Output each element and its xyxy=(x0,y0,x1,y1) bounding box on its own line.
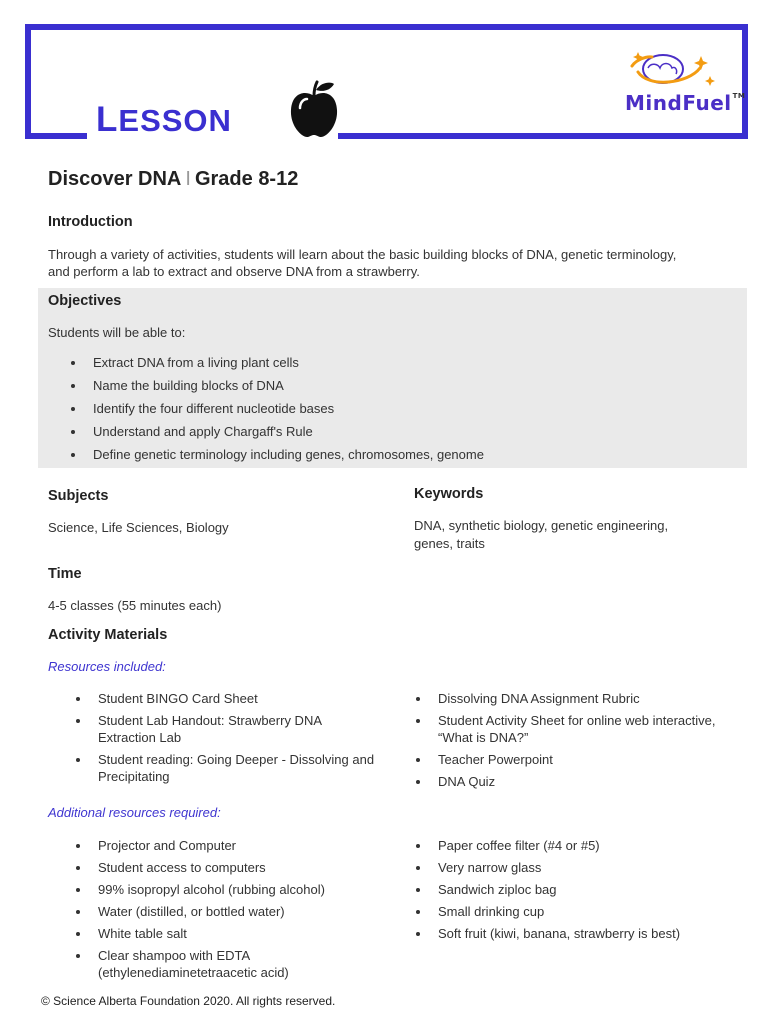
time-heading: Time xyxy=(48,566,82,582)
list-item xyxy=(438,751,716,768)
list-item xyxy=(438,773,716,790)
list-item-text: Soft fruit (kiwi, banana, strawberry is best) xyxy=(438,926,681,941)
lesson-heading: LESSON xyxy=(96,100,232,139)
list-item xyxy=(93,400,484,417)
keywords-heading: Keywords xyxy=(414,486,484,502)
list-item-text: Understand and apply Chargaff's Rule xyxy=(93,424,313,439)
list-item-text: Student Activity Sheet for online web interactive, xyxy=(438,713,716,728)
bullet-icon xyxy=(71,361,75,365)
keywords-text-line-2: genes, traits xyxy=(414,536,485,551)
list-item-text: Water (distilled, or bottled water) xyxy=(98,904,285,919)
list-item-text: White table salt xyxy=(98,926,187,941)
bullet-icon xyxy=(416,758,420,762)
header-frame-rule-right xyxy=(338,133,748,139)
bullet-icon xyxy=(416,932,420,936)
activity-materials-heading: Activity Materials xyxy=(48,627,168,643)
bullet-icon xyxy=(416,910,420,914)
resources-included-list-left xyxy=(98,690,374,790)
list-item-text: Define genetic terminology including genes, chromosomes, genome xyxy=(93,447,484,462)
bullet-icon xyxy=(76,844,80,848)
apple-icon xyxy=(288,78,340,140)
bullet-icon xyxy=(76,932,80,936)
bullet-icon xyxy=(416,697,420,701)
list-item xyxy=(98,903,325,920)
subjects-heading: Subjects xyxy=(48,488,109,504)
list-item-text: Sandwich ziploc bag xyxy=(438,882,557,897)
objectives-intro: Students will be able to: xyxy=(48,325,186,340)
page-title: Discover DNA I Grade 8-12 xyxy=(48,168,299,190)
bullet-icon xyxy=(71,453,75,457)
bullet-icon xyxy=(416,780,420,784)
list-item xyxy=(98,690,374,707)
list-item xyxy=(438,881,680,898)
list-item xyxy=(98,712,374,746)
resources-included-label: Resources included: xyxy=(48,659,166,674)
list-item xyxy=(98,837,325,854)
header-frame-rule-left xyxy=(25,133,87,139)
list-item xyxy=(438,837,680,854)
time-text: 4-5 classes (55 minutes each) xyxy=(48,598,222,613)
list-item xyxy=(93,446,484,463)
bullet-icon xyxy=(71,430,75,434)
list-item xyxy=(98,751,374,785)
list-item-text: Student BINGO Card Sheet xyxy=(98,691,258,706)
additional-resources-label: Additional resources required: xyxy=(48,805,221,820)
additional-resources-list-left xyxy=(98,837,325,986)
resources-included-list-right xyxy=(438,690,716,795)
list-item-text: Small drinking cup xyxy=(438,904,545,919)
bullet-icon xyxy=(76,888,80,892)
bullet-icon xyxy=(71,384,75,388)
bullet-icon xyxy=(76,758,80,762)
list-item-text: Student reading: Going Deeper - Dissolving and xyxy=(98,752,375,767)
list-item-text: “What is DNA?” xyxy=(438,730,529,745)
list-item xyxy=(438,925,680,942)
list-item-text: (ethylenediaminetetraacetic acid) xyxy=(98,965,289,980)
list-item-text: Extraction Lab xyxy=(98,730,182,745)
list-item xyxy=(93,423,484,440)
list-item-text: Paper coffee filter (#4 or #5) xyxy=(438,838,600,853)
list-item xyxy=(98,947,325,981)
objectives-heading: Objectives xyxy=(48,293,122,309)
bullet-icon xyxy=(76,719,80,723)
introduction-heading: Introduction xyxy=(48,214,133,230)
list-item-text: Dissolving DNA Assignment Rubric xyxy=(438,691,640,706)
bullet-icon xyxy=(71,407,75,411)
subjects-text: Science, Life Sciences, Biology xyxy=(48,520,229,535)
list-item-text: DNA Quiz xyxy=(438,774,496,789)
list-item-text: Name the building blocks of DNA xyxy=(93,378,284,393)
bullet-icon xyxy=(76,954,80,958)
list-item-text: Precipitating xyxy=(98,769,170,784)
bullet-icon xyxy=(76,866,80,870)
list-item-text: Projector and Computer xyxy=(98,838,237,853)
list-item xyxy=(98,859,325,876)
copyright-footer: © Science Alberta Foundation 2020. All rights reserved. xyxy=(41,994,336,1008)
list-item xyxy=(438,712,716,746)
additional-resources-list-right xyxy=(438,837,680,947)
objectives-list xyxy=(93,354,484,469)
list-item-text: Clear shampoo with EDTA xyxy=(98,948,251,963)
bullet-icon xyxy=(416,719,420,723)
introduction-text-line-2: and perform a lab to extract and observe DNA from a strawberry. xyxy=(48,264,420,279)
list-item-text: 99% isopropyl alcohol (rubbing alcohol) xyxy=(98,882,325,897)
list-item xyxy=(438,859,680,876)
list-item-text: Student Lab Handout: Strawberry DNA xyxy=(98,713,323,728)
list-item xyxy=(438,690,716,707)
list-item-text: Extract DNA from a living plant cells xyxy=(93,355,299,370)
mindfuel-logo-text: MindFuel™ xyxy=(625,91,746,115)
list-item-text: Identify the four different nucleotide bases xyxy=(93,401,335,416)
list-item xyxy=(98,881,325,898)
keywords-text-line-1: DNA, synthetic biology, genetic engineering, xyxy=(414,518,669,533)
bullet-icon xyxy=(416,844,420,848)
bullet-icon xyxy=(416,866,420,870)
list-item-text: Student access to computers xyxy=(98,860,266,875)
bullet-icon xyxy=(416,888,420,892)
list-item xyxy=(98,925,325,942)
introduction-text-line-1: Through a variety of activities, students will learn about the basic building blocks of DNA, genetic terminology, xyxy=(48,247,677,262)
list-item xyxy=(438,903,680,920)
list-item-text: Teacher Powerpoint xyxy=(438,752,553,767)
list-item xyxy=(93,354,484,371)
list-item-text: Very narrow glass xyxy=(438,860,542,875)
bullet-icon xyxy=(76,910,80,914)
bullet-icon xyxy=(76,697,80,701)
list-item xyxy=(93,377,484,394)
